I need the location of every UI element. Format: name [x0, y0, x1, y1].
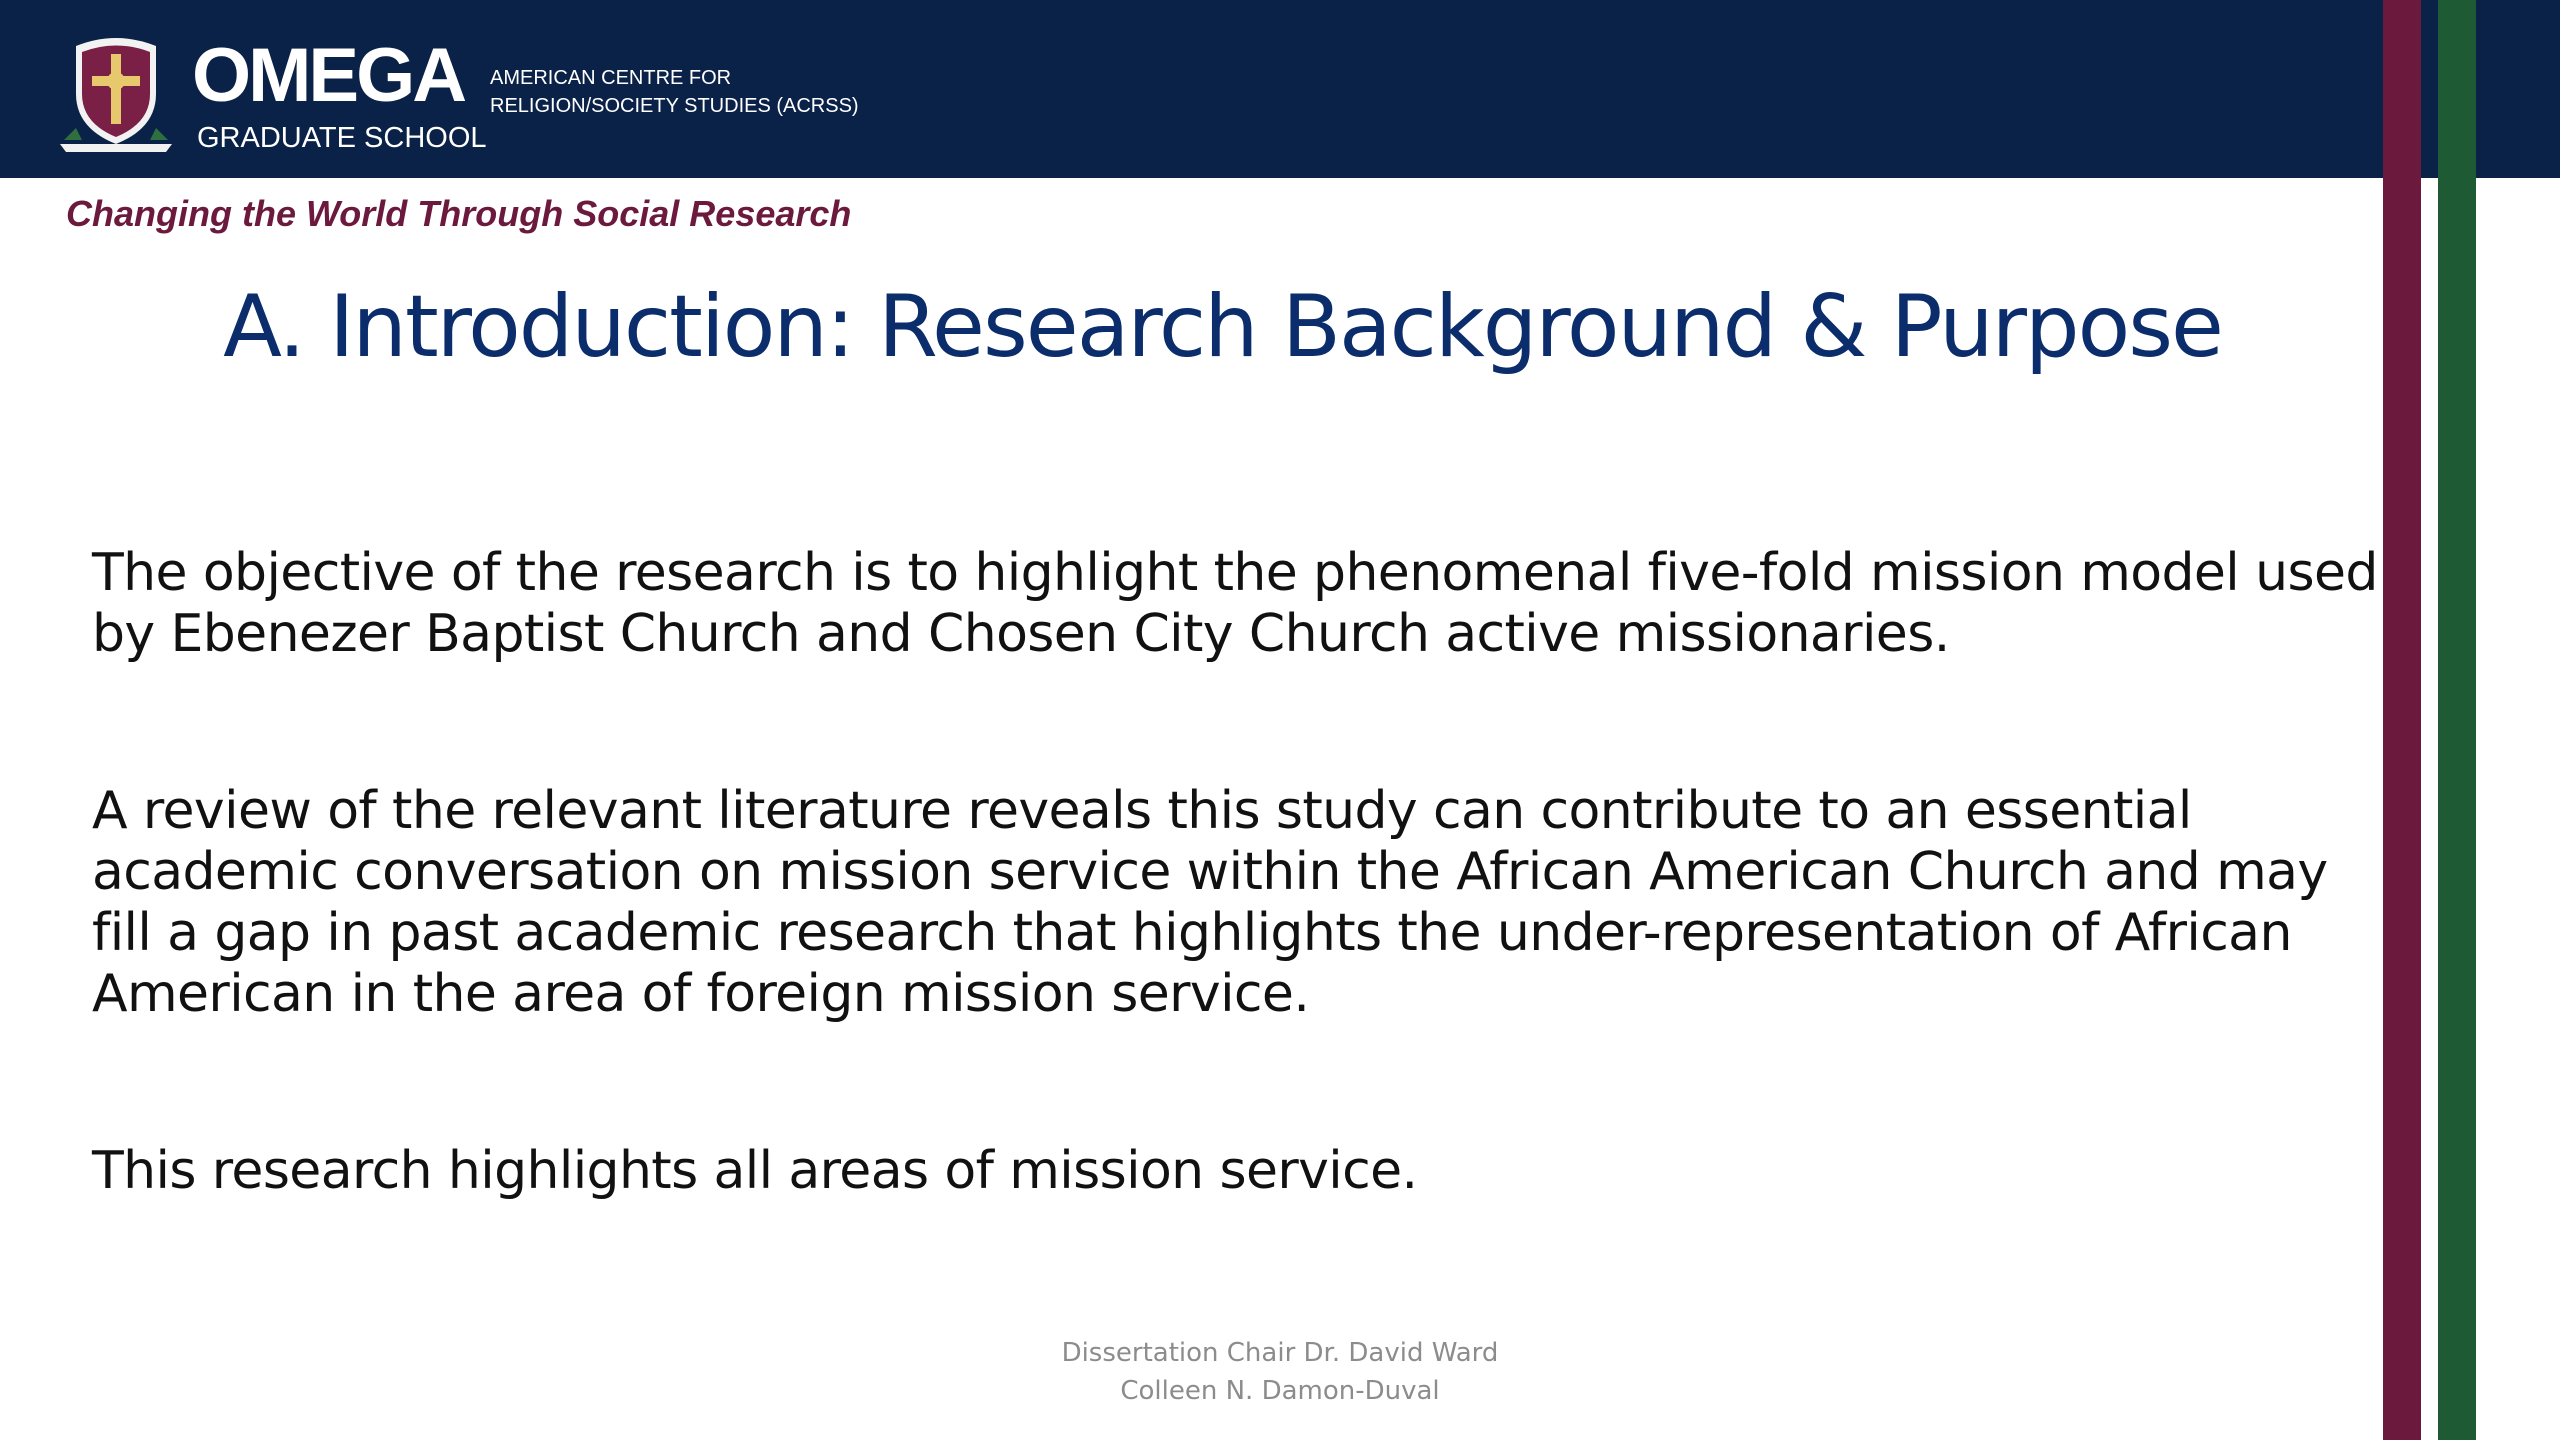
paragraph-scope: This research highlights all areas of mission service.: [92, 1141, 1418, 1201]
logo-subtitle: GRADUATE SCHOOL: [197, 122, 487, 154]
shield-cross-crest-icon: [52, 32, 180, 154]
paragraph-objective: The objective of the research is to highlight the phenomenal five-fold mission model used by Ebenezer Baptist Church and Chosen City Church active missionaries.: [92, 543, 2378, 664]
slide-title: A. Introduction: Research Background & Purpose: [223, 277, 2222, 377]
paragraph-literature-review: A review of the relevant literature reveals this study can contribute to an essential academic conversation on mission service within the African American Church and may fill a gap in past academic research that highlights the under-representation of African American in the area of foreign mission service.: [92, 781, 2328, 1024]
header-bar: [0, 0, 2560, 178]
centre-name-line2: RELIGION/SOCIETY STUDIES (ACRSS): [490, 95, 859, 117]
centre-name: [490, 64, 910, 120]
logo-name: OMEGA: [192, 33, 465, 118]
footer-credits: [1000, 1334, 1560, 1410]
tagline: Changing the World Through Social Research: [66, 193, 852, 234]
footer-author: Colleen N. Damon-Duval: [1120, 1376, 1440, 1406]
maroon-stripe: [2383, 0, 2421, 1440]
centre-name-line1: AMERICAN CENTRE FOR: [490, 67, 732, 89]
green-stripe: [2438, 0, 2476, 1440]
footer-chair: Dissertation Chair Dr. David Ward: [1061, 1338, 1499, 1368]
